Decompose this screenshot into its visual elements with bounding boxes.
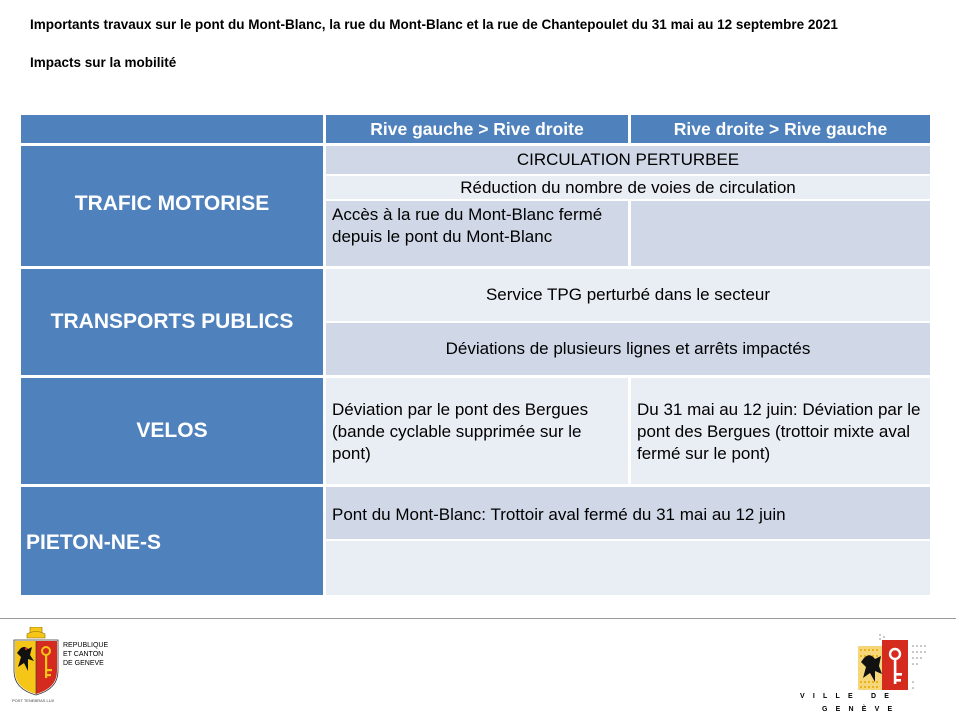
canton-coat-of-arms-logo (12, 627, 60, 697)
ville-de-geneve-logo (855, 632, 935, 696)
row-header-trafic-motorise: TRAFIC MOTORISE (21, 146, 323, 266)
mobility-impact-table (21, 115, 930, 595)
canton-name-text: REPUBLIQUE ET CANTON DE GENEVE (63, 642, 109, 667)
ville-de-text: VILLE DE (800, 693, 898, 700)
trafic-empty-cell (631, 201, 930, 266)
document-title: Importants travaux sur le pont du Mont-Blanc, la rue du Mont-Blanc et la rue de Chantepoulet du 31 mai au 12 septembre 2021 (30, 17, 838, 32)
trafic-circulation-perturbee: CIRCULATION PERTURBEE (326, 146, 930, 174)
transports-service-tpg: Service TPG perturbé dans le secteur (326, 269, 930, 321)
velos-rive-gauche-droite: Déviation par le pont des Bergues (bande cyclable supprimée sur le pont) (326, 378, 628, 484)
column-header-rive-gauche-droite: Rive gauche > Rive droite (326, 115, 628, 143)
table-corner-cell (21, 115, 323, 143)
transports-deviations: Déviations de plusieurs lignes et arrêts impactés (326, 323, 930, 375)
column-header-rive-droite-gauche: Rive droite > Rive gauche (631, 115, 930, 143)
pietons-empty-cell (326, 541, 930, 595)
geneve-text: GENÈVE (822, 706, 901, 713)
trafic-reduction-voies: Réduction du nombre de voies de circulation (326, 176, 930, 199)
footer-divider (0, 618, 956, 619)
document-subtitle: Impacts sur la mobilité (30, 55, 177, 70)
trafic-acces-rue-mont-blanc: Accès à la rue du Mont-Blanc fermé depuis le pont du Mont-Blanc (326, 201, 628, 266)
row-header-transports-publics: TRANSPORTS PUBLICS (21, 269, 323, 375)
row-header-velos: VELOS (21, 378, 323, 484)
canton-motto-text: POST TENEBRAS LUX (12, 698, 55, 703)
row-header-pietons: PIETON-NE-S (21, 487, 323, 595)
velos-rive-droite-gauche: Du 31 mai au 12 juin: Déviation par le pont des Bergues (trottoir mixte aval fermé sur le pont) (631, 378, 930, 484)
pietons-trottoir-aval: Pont du Mont-Blanc: Trottoir aval fermé du 31 mai au 12 juin (326, 487, 930, 539)
